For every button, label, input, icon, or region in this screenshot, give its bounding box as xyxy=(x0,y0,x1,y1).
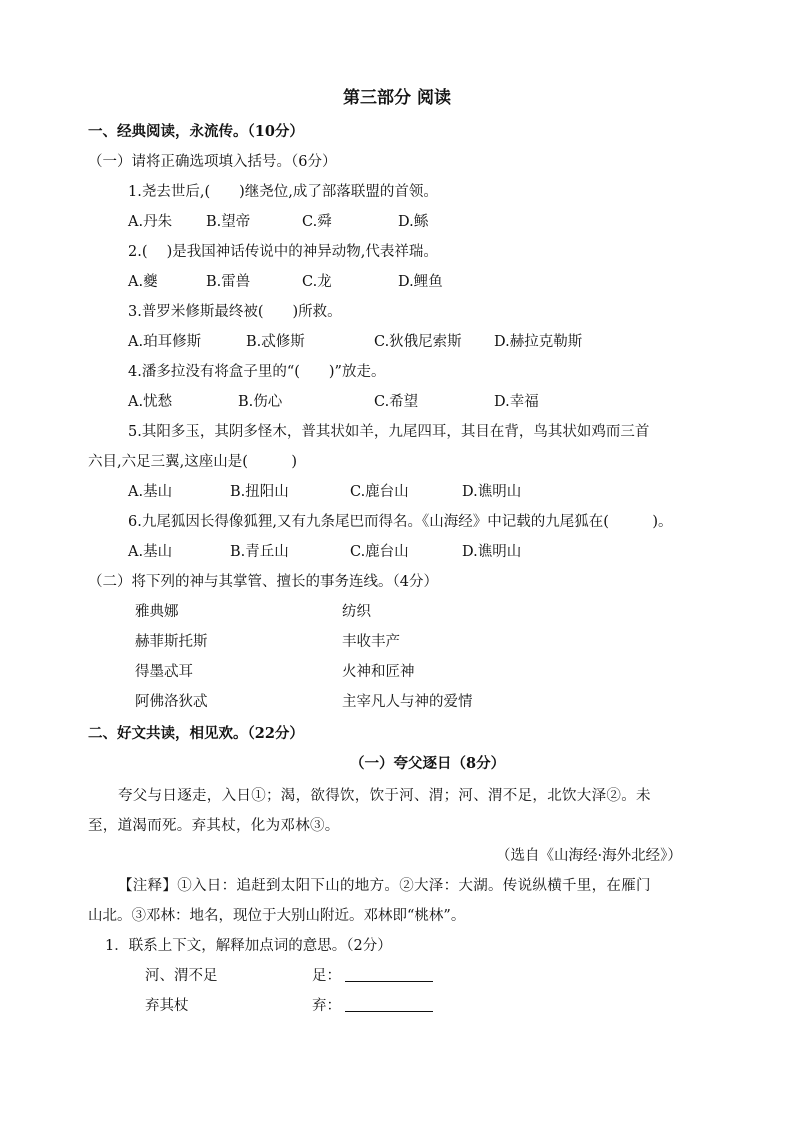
passage-line: 至，道渴而死。弃其杖，化为邓林③。 xyxy=(88,818,340,834)
option: D.鲧 xyxy=(398,214,429,230)
question-options xyxy=(128,212,428,232)
option: C.狄俄尼索斯 xyxy=(374,334,462,350)
question-stem: 6.九尾狐因长得像狐狸,又有九条尾巴而得名。《山海经》中记载的九尾狐在( )。 xyxy=(128,514,673,530)
god-duty: 丰收丰产 xyxy=(342,634,400,650)
question-stem-continued: 六目,六足三翼,这座山是( ) xyxy=(88,454,298,470)
passage-source: （选自《山海经·海外北经》） xyxy=(496,848,682,864)
answer-label: 弃： xyxy=(312,998,341,1014)
passage-title: （一）夸父逐日（8分） xyxy=(350,755,506,772)
option: B.伤心 xyxy=(238,394,283,410)
note-line: 山北。③邓林：地名，现位于大别山附近。邓林即“桃林”。 xyxy=(88,908,466,924)
option: C.希望 xyxy=(374,394,419,410)
passage-line: 夸父与日逐走，入日①；渴，欲得饮，饮于河、渭；河、渭不足，北饮大泽②。未 xyxy=(118,788,651,804)
question-stem: 1.尧去世后,( )继尧位,成了部落联盟的首领。 xyxy=(128,184,438,200)
option: D.谯明山 xyxy=(462,484,522,500)
god-duty: 火神和匠神 xyxy=(342,664,415,680)
option: C.舜 xyxy=(302,214,332,230)
option: B.扭阳山 xyxy=(230,484,289,500)
phrase: 河、渭不足 xyxy=(145,968,218,984)
answer-row xyxy=(312,996,433,1016)
subsection-heading-2: （二）将下列的神与其掌管、擅长的事务连线。（4分） xyxy=(88,574,438,590)
option: B.忒修斯 xyxy=(246,334,305,350)
question-stem: 4.潘多拉没有将盒子里的“( )”放走。 xyxy=(128,364,386,380)
god-name: 雅典娜 xyxy=(135,604,179,620)
option: A.丹朱 xyxy=(128,214,173,230)
option: D.赫拉克勒斯 xyxy=(494,334,583,350)
question-stem: 1．联系上下文，解释加点词的意思。（2分） xyxy=(105,938,392,954)
option: C.鹿台山 xyxy=(350,484,409,500)
section-heading-1: 一、经典阅读，永流传。（10分） xyxy=(88,123,304,140)
option: D.谯明山 xyxy=(462,544,522,560)
option: A.忧愁 xyxy=(128,394,173,410)
question-stem: 5.其阳多玉，其阴多怪木，普其状如羊，九尾四耳，其目在背，鸟其状如鸡而三首 xyxy=(128,424,650,440)
subsection-heading-1: （一）请将正确选项填入括号。（6分） xyxy=(88,154,337,170)
god-duty: 主宰凡人与神的爱情 xyxy=(342,694,473,710)
question-stem: 3.普罗米修斯最终被( )所救。 xyxy=(128,304,342,320)
option: A.珀耳修斯 xyxy=(128,334,202,350)
question-stem: 2.( )是我国神话传说中的神异动物,代表祥瑞。 xyxy=(128,244,438,260)
phrase: 弃其杖 xyxy=(145,998,189,1014)
god-name: 阿佛洛狄忒 xyxy=(135,694,208,710)
section-heading-2: 二、好文共读，相见欢。（22分） xyxy=(88,725,304,742)
answer-blank[interactable] xyxy=(345,967,433,982)
option: D.幸福 xyxy=(494,394,539,410)
question-options xyxy=(128,392,539,412)
option: B.雷兽 xyxy=(206,274,251,290)
option: A.基山 xyxy=(128,544,173,560)
question-options xyxy=(128,332,582,352)
question-options xyxy=(128,272,443,292)
option: D.鲤鱼 xyxy=(398,274,443,290)
question-options xyxy=(128,482,521,502)
question-options xyxy=(128,542,521,562)
option: C.鹿台山 xyxy=(350,544,409,560)
note-line: 【注释】①入日：追赶到太阳下山的地方。②大泽：大湖。传说纵横千里，在雁门 xyxy=(118,878,651,894)
answer-row xyxy=(312,966,433,986)
god-name: 赫菲斯托斯 xyxy=(135,634,208,650)
option: C.龙 xyxy=(302,274,332,290)
god-duty: 纺织 xyxy=(342,604,371,620)
answer-blank[interactable] xyxy=(345,997,433,1012)
option: A.基山 xyxy=(128,484,173,500)
option: B.望帝 xyxy=(206,214,251,230)
option: B.青丘山 xyxy=(230,544,289,560)
page-title: 第三部分 阅读 xyxy=(343,88,451,108)
answer-label: 足： xyxy=(312,968,341,984)
option: A.夔 xyxy=(128,274,158,290)
god-name: 得墨忒耳 xyxy=(135,664,193,680)
